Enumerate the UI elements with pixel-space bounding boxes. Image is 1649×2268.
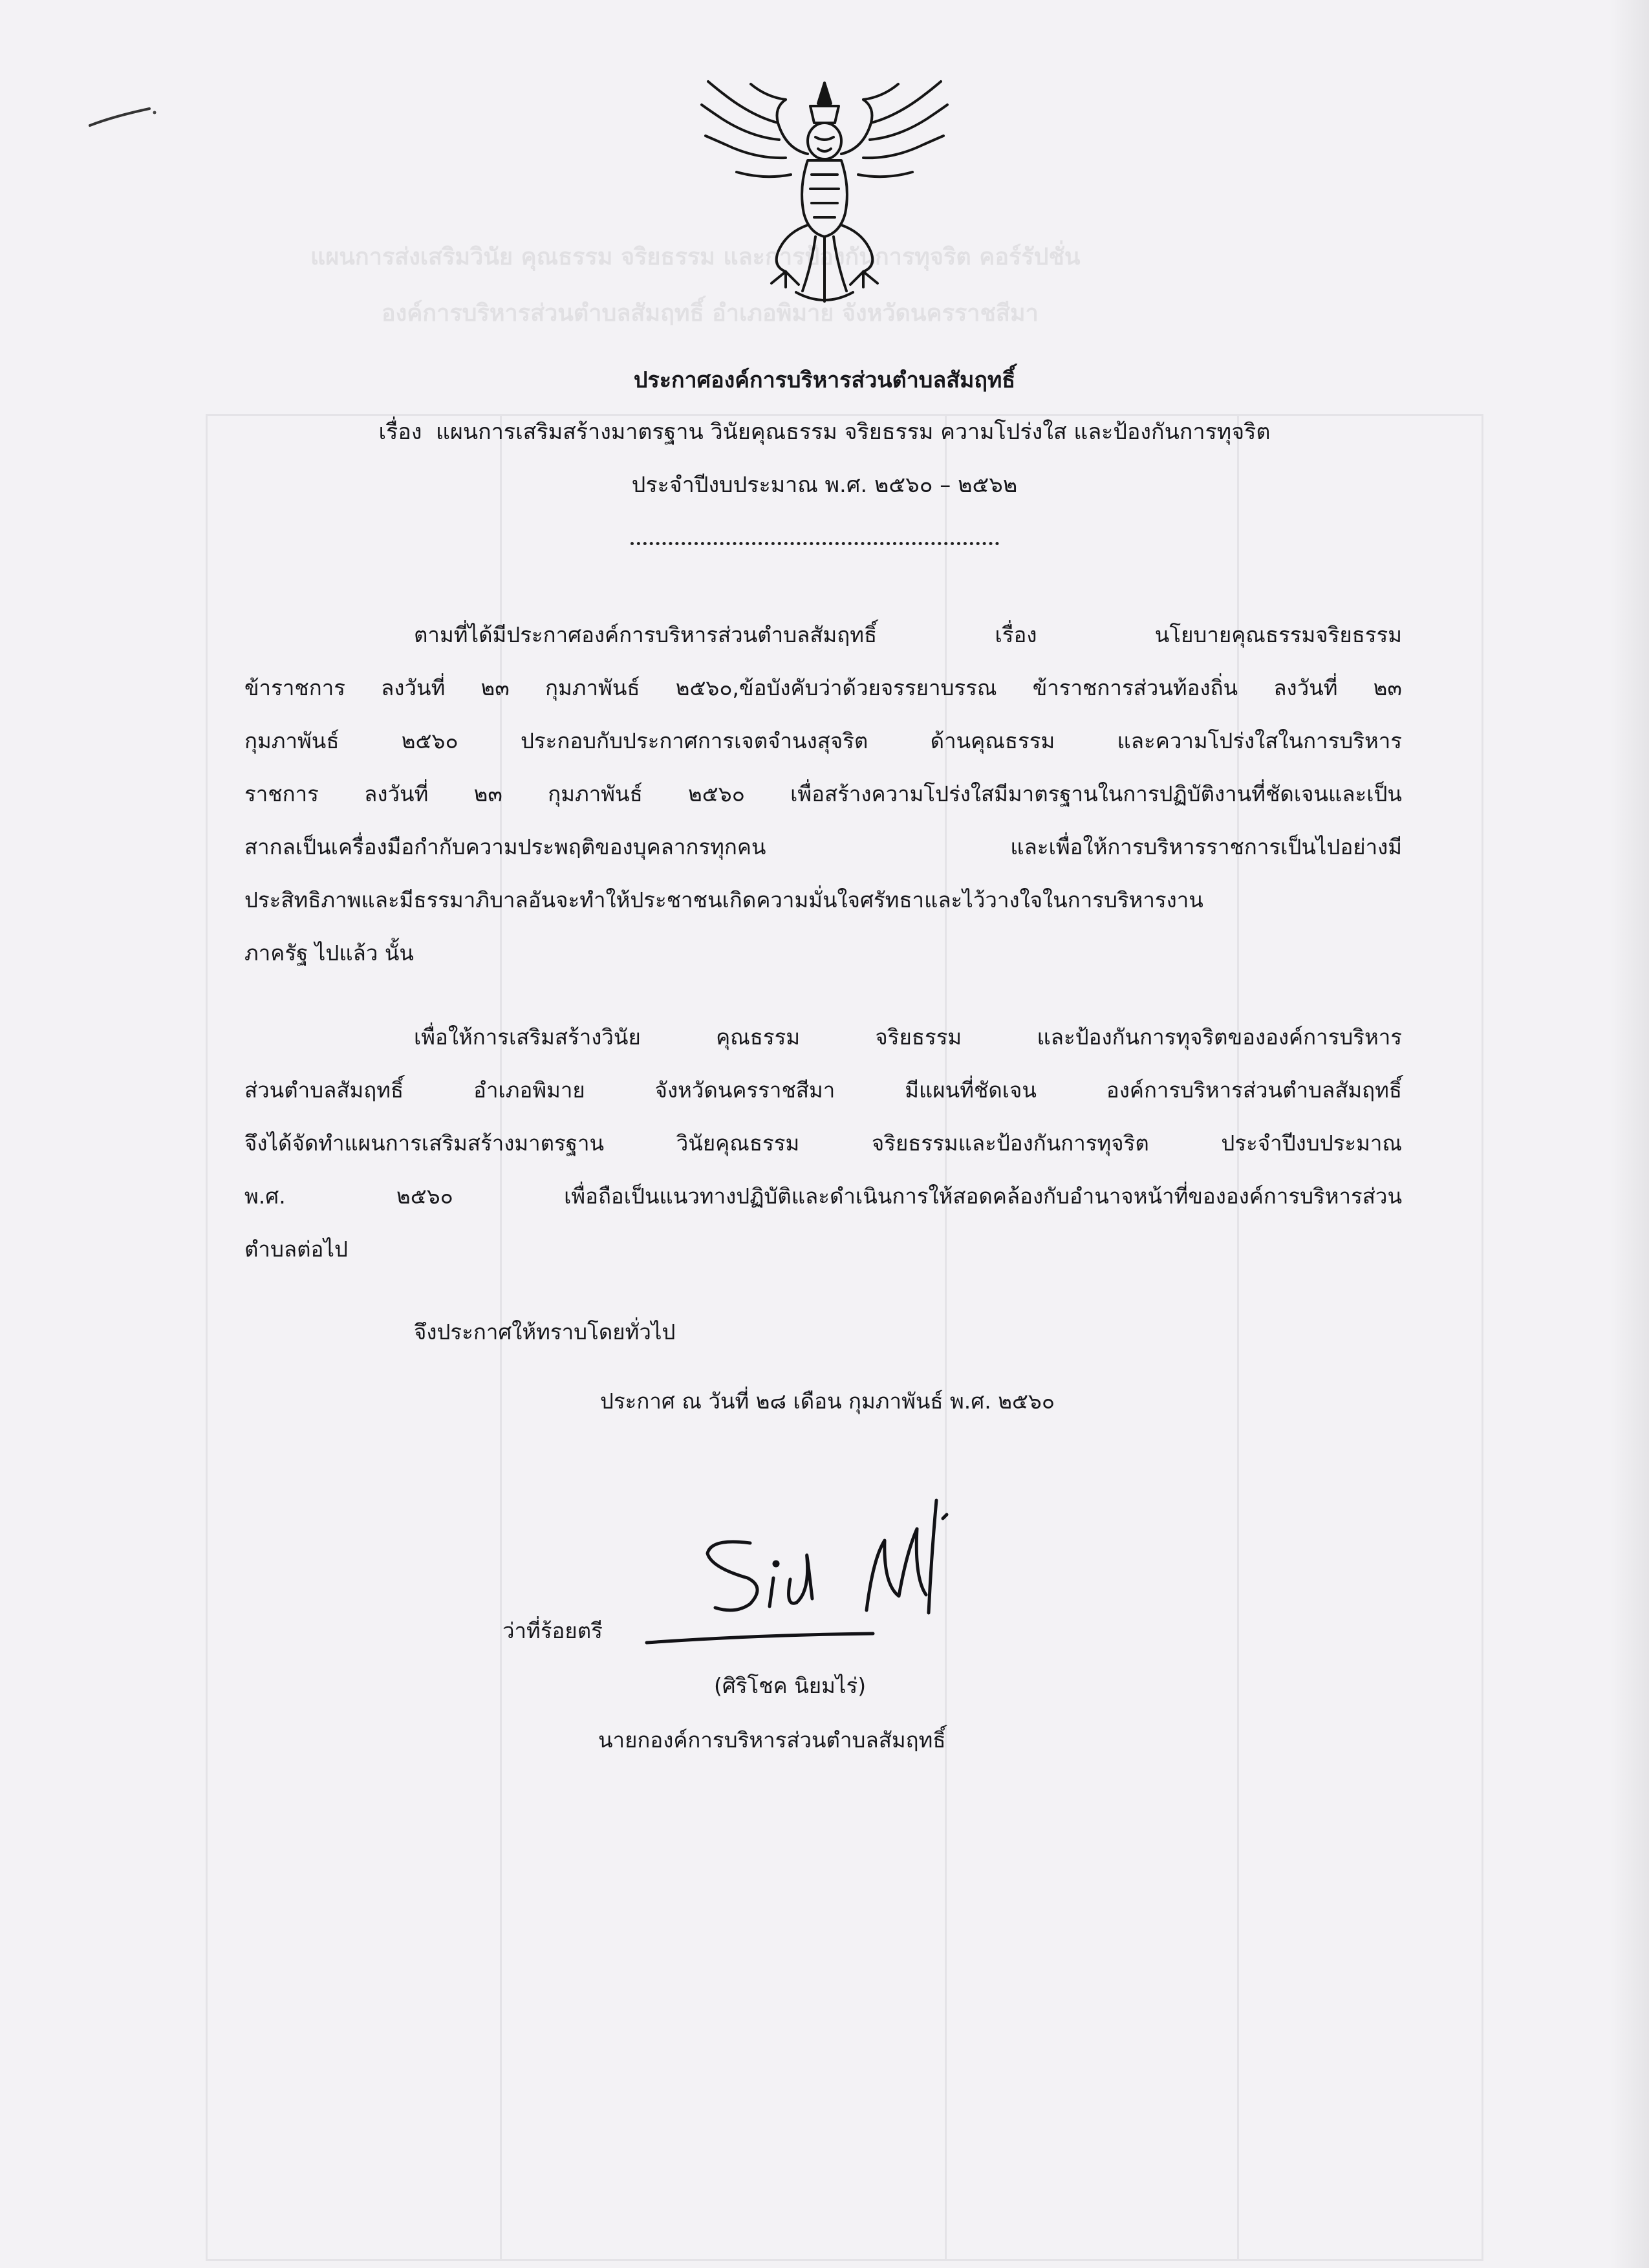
paragraph-line: เพื่อให้การเสริมสร้างวินัย คุณธรรม จริยธรรม และป้องกันการทุจริตขององค์การบริหาร: [414, 1024, 1402, 1050]
announcement-date: ประกาศ ณ วันที่ ๒๘ เดือน กุมภาพันธ์ พ.ศ. ๒๕๖๐: [600, 1388, 1055, 1414]
paragraph-line: ประสิทธิภาพและมีธรรมาภิบาลอันจะทำให้ประชาชนเกิดความมั่นใจศรัทธาและไว้วางใจในการบริหารงาน: [244, 887, 1203, 913]
subject-label: เรื่อง: [378, 419, 422, 445]
document-subject: [0, 414, 1649, 449]
signer-rank: ว่าที่ร้อยตรี: [502, 1618, 603, 1643]
announcement-line: จึงประกาศให้ทราบโดยทั่วไป: [414, 1319, 676, 1345]
document-title: ประกาศองค์การบริหารส่วนตำบลสัมฤทธิ์: [633, 367, 1016, 393]
bleed-heading-2: องค์การบริหารส่วนตำบลสัมฤทธิ์ อำเภอพิมาย จังหวัดนครราชสีมา: [382, 300, 1039, 327]
paragraph-line: ตามที่ได้มีประกาศองค์การบริหารส่วนตำบลสัมฤทธิ์ เรื่อง นโยบายคุณธรรมจริยธรรม: [414, 622, 1402, 647]
handwritten-signature: [627, 1481, 1041, 1662]
garuda-emblem-icon: [689, 78, 960, 310]
stray-pen-mark: [87, 103, 158, 129]
fiscal-year-line: ประจำปีงบประมาณ พ.ศ. ๒๕๖๐ – ๒๕๖๒: [631, 472, 1018, 498]
signer-position: นายกองค์การบริหารส่วนตำบลสัมฤทธิ์: [598, 1727, 946, 1753]
signer-name: (ศิริโชค นิยมไร่): [714, 1673, 867, 1698]
paragraph-line: จึงได้จัดทำแผนการเสริมสร้างมาตรฐาน วินัยคุณธรรม จริยธรรมและป้องกันการทุจริต ประจำปีงบประมาณ: [244, 1130, 1402, 1156]
subject-text: แผนการเสริมสร้างมาตรฐาน วินัยคุณธรรม จริยธรรม ความโปร่งใส และป้องกันการทุจริต: [436, 419, 1271, 445]
paragraph-line: พ.ศ. ๒๕๖๐ เพื่อถือเป็นแนวทางปฏิบัติและดำเนินการให้สอดคล้องกับอำนาจหน้าที่ขององค์การบริหารส่วน: [244, 1183, 1402, 1209]
paragraph-line: กุมภาพันธ์ ๒๕๖๐ ประกอบกับประกาศการเจตจำนงสุจริต ด้านคุณธรรม และความโปร่งใสในการบริหาร: [244, 728, 1402, 753]
paragraph-line: ภาครัฐ ไปแล้ว นั้น: [244, 940, 414, 966]
paragraph-line: ส่วนตำบลสัมฤทธิ์ อำเภอพิมาย จังหวัดนครราชสีมา มีแผนที่ชัดเจน องค์การบริหารส่วนตำบลสัมฤทธิ์: [244, 1077, 1402, 1103]
paragraph-line: ตำบลต่อไป: [244, 1237, 348, 1262]
paragraph-line: สากลเป็นเครื่องมือกำกับความประพฤติของบุคลากรทุกคน และเพื่อให้การบริหารราชการเป็นไปอย่างมี: [244, 834, 1402, 859]
title-separator: [630, 542, 999, 545]
paragraph-line: ราชการ ลงวันที่ ๒๓ กุมภาพันธ์ ๒๕๖๐ เพื่อสร้างความโปร่งใสมีมาตรฐานในการปฏิบัติงานที่ชัดเจนและเป็น: [244, 781, 1402, 806]
page-edge-shadow: [1610, 0, 1649, 2268]
paragraph-line: ข้าราชการ ลงวันที่ ๒๓ กุมภาพันธ์ ๒๕๖๐,ข้อบังคับว่าด้วยจรรยาบรรณ ข้าราชการส่วนท้องถิ่น ลงวันที่ ๒๓: [244, 675, 1402, 700]
bleed-heading-1: แผนการส่งเสริมวินัย คุณธรรม จริยธรรม และการป้องกันการทุจริต คอร์รัปชั่น: [310, 244, 1081, 270]
